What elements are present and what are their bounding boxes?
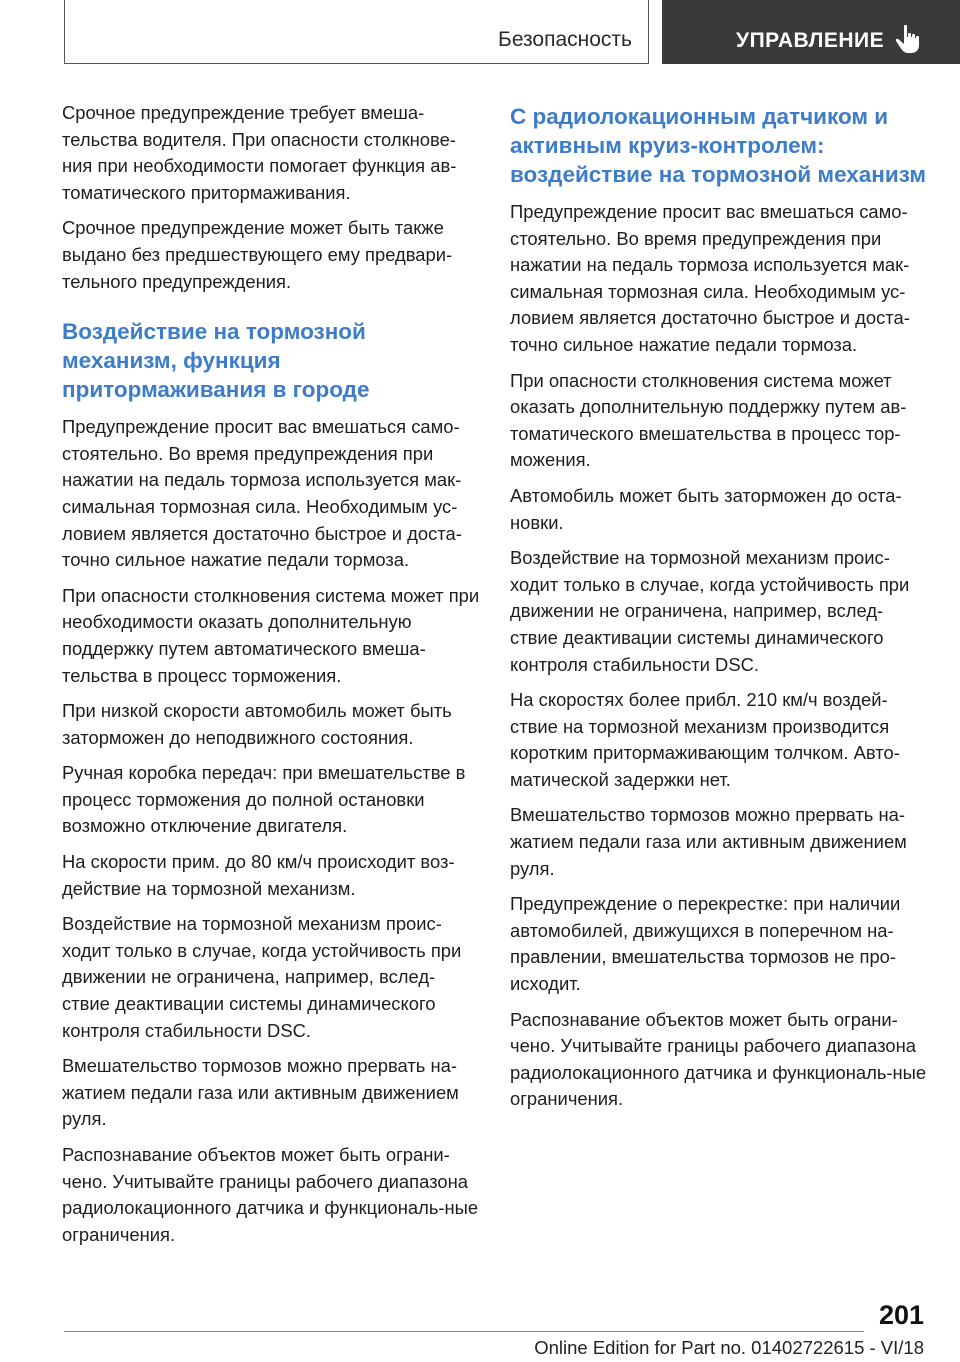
paragraph: На скорости прим. до 80 км/ч происходит воз-действие на тормозной механизм. xyxy=(62,851,455,899)
paragraph: Срочное предупреждение может быть также выдано без предшествующего ему предвари-тельного предупреждения. xyxy=(62,217,453,292)
paragraph: При опасности столкновения система может при необходимости оказать дополнительную поддержку путем автоматического вмеша-тельства в процесс торможения. xyxy=(62,584,480,686)
header-section-tab xyxy=(64,0,649,64)
left-column xyxy=(62,100,480,1257)
edition-footer: Online Edition for Part no. 01402722615 - VI/18 xyxy=(534,1337,924,1358)
header-chapter-title: УПРАВЛЕНИЕ xyxy=(736,29,885,52)
right-column xyxy=(510,100,928,1122)
section-heading: С радиолокационным датчиком и активным круиз-контролем: воздействие на тормозной механизм xyxy=(510,104,926,187)
paragraph: Воздействие на тормозной механизм проис-ходит только в случае, когда устойчивость при движении не ограничена, например, вслед-ствие деактивации системы динамического контроля стабильности DSC. xyxy=(510,547,910,675)
page-number: 201 xyxy=(878,1300,924,1330)
paragraph: Срочное предупреждение требует вмеша-тельства водителя. При опасности столкнове-ния при необходимости помогает функция ав-томатического притормаживания. xyxy=(62,102,457,203)
section-heading: Воздействие на тормозной механизм, функция притормаживания в городе xyxy=(62,319,370,403)
paragraph: Распознавание объектов может быть ограни-чено. Учитывайте границы рабочего диапазона радиолокационного датчика и функциональ-ные ограничения. xyxy=(62,1144,479,1245)
paragraph: Автомобиль может быть заторможен до оста-новки. xyxy=(510,484,902,533)
hand-pointer-icon xyxy=(892,22,926,56)
paragraph: Предупреждение о перекрестке: при наличии автомобилей, движущихся в поперечном на-правлении, вмешательства тормозов не про-исходит. xyxy=(510,893,901,995)
header-section-title: Безопасность xyxy=(498,28,632,51)
paragraph: Ручная коробка передач: при вмешательстве в процесс торможения до полной остановки возможно отключение двигателя. xyxy=(62,762,466,837)
paragraph: При опасности столкновения система может оказать дополнительную поддержку путем ав-томатического вмешательства в процесс тор-можения. xyxy=(510,369,907,471)
paragraph: Вмешательство тормозов можно прервать на-жатием педали газа или активным движением руля. xyxy=(62,1055,459,1130)
paragraph: Воздействие на тормозной механизм проис-ходит только в случае, когда устойчивость при движении не ограничена, например, вслед-ствие деактивации системы динамического контроля стабильности DSC. xyxy=(62,913,462,1041)
paragraph: При низкой скорости автомобиль может быть заторможен до неподвижного состояния. xyxy=(62,700,452,748)
paragraph: Вмешательство тормозов можно прервать на-жатием педали газа или активным движением руля. xyxy=(510,804,907,879)
paragraph: На скоростях более прибл. 210 км/ч воздей-ствие на тормозной механизм производится коротким притормаживающим толчком. Авто-матической задержки нет. xyxy=(510,689,900,790)
paragraph: Предупреждение просит вас вмешаться само-стоятельно. Во время предупреждения при нажатии на педаль тормоза используется мак-симальная тормозная сила. Необходимым ус-ловием является достаточно быстрое и доста-точно сильное нажатие педали тормоза. xyxy=(62,416,462,571)
paragraph: Предупреждение просит вас вмешаться само-стоятельно. Во время предупреждения при нажатии на педаль тормоза используется мак-симальная тормозная сила. Необходимым ус-ловием является достаточно быстрое и доста-точно сильное нажатие педали тормоза. xyxy=(510,201,910,355)
paragraph: Распознавание объектов может быть ограни-чено. Учитывайте границы рабочего диапазона радиолокационного датчика и функциональ-ные ограничения. xyxy=(510,1008,927,1110)
header-chapter-tab xyxy=(662,0,960,64)
footer-divider xyxy=(64,1331,864,1332)
